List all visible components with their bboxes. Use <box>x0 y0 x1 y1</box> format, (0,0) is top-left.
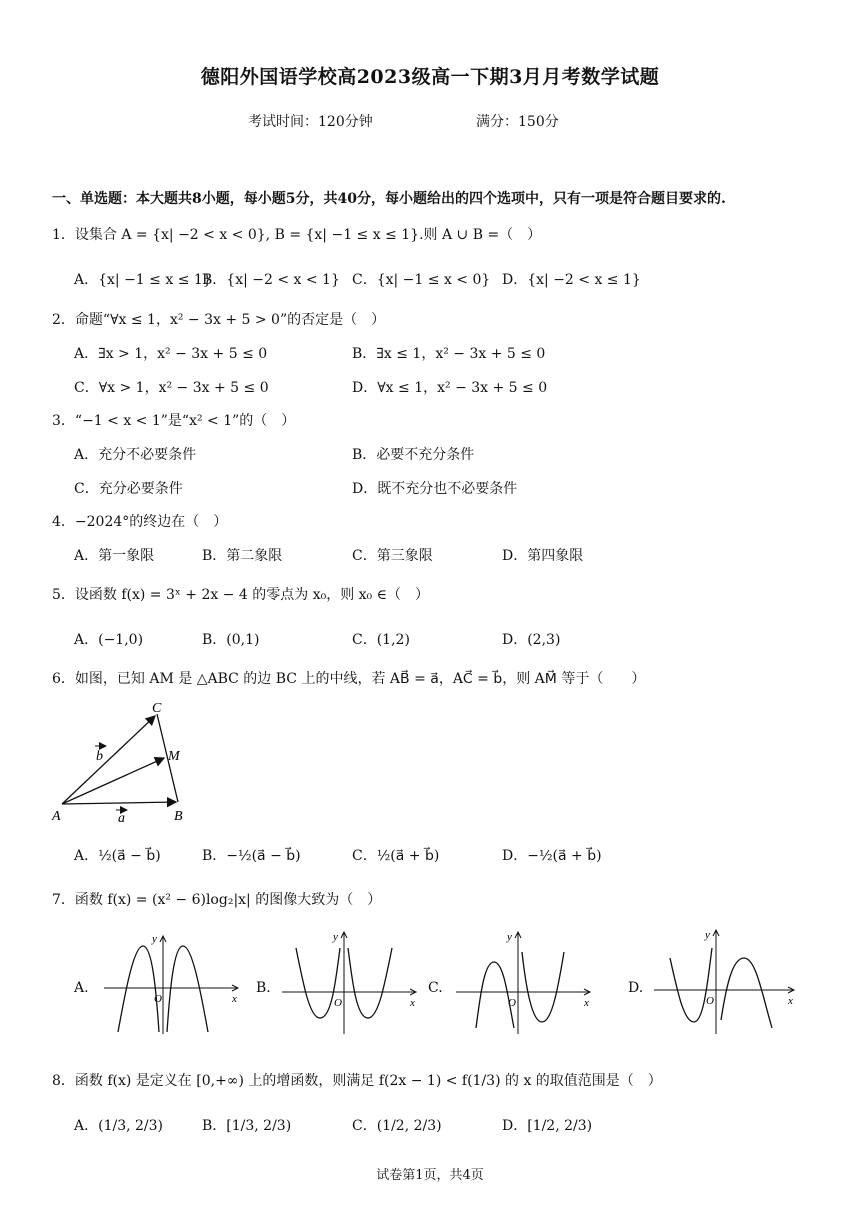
label-vec-a: a <box>118 811 125 826</box>
question-2-option-a: A．∃x > 1，x² − 3x + 5 ≤ 0 <box>74 346 268 362</box>
question-3-stem: 3．“−1 < x < 1”是“x² < 1”的（ ） <box>52 413 296 429</box>
label-a: A <box>52 809 61 824</box>
graph-option-d <box>648 928 798 1040</box>
graph-a-curve-right <box>167 946 208 1032</box>
question-8-option-c: C．(1/2, 2/3) <box>352 1118 442 1134</box>
question-6-option-c: C．½(a⃗ + b⃗) <box>352 848 440 864</box>
label-vec-b: b <box>96 749 103 764</box>
question-6-option-a: A．½(a⃗ − b⃗) <box>74 848 161 864</box>
question-5-stem: 5．设函数 f(x) = 3ˣ + 2x − 4 的零点为 x₀，则 x₀ ∈（ ） <box>52 587 429 603</box>
vector-ac <box>62 716 155 804</box>
graph-option-b <box>274 928 424 1040</box>
question-4-stem: 4．−2024°的终边在（ ） <box>52 514 228 530</box>
question-4-option-a: A．第一象限 <box>74 548 155 564</box>
graph-a-x-label: x <box>232 993 237 1005</box>
question-3-option-b: B．必要不充分条件 <box>352 447 475 463</box>
question-6-stem: 6．如图，已知 AM 是 △ABC 的边 BC 上的中线，若 AB⃗ = a⃗，AC⃗ = b⃗，则 AM⃗ 等于（ ） <box>52 671 646 687</box>
question-7-option-a: A. <box>74 980 89 996</box>
exam-title: 德阳外国语学校高2023级高一下期3月月考数学试题 <box>200 66 660 88</box>
page-footer: 试卷第1页，共4页 <box>376 1168 484 1183</box>
question-1-option-b: B．{x| −2 < x < 1} <box>202 272 340 288</box>
label-m: M <box>168 749 180 764</box>
question-4-option-d: D．第四象限 <box>502 548 584 564</box>
graph-option-c <box>448 928 598 1040</box>
label-c: C <box>152 701 162 716</box>
vector-am <box>62 758 164 804</box>
question-5-option-a: A．(−1,0) <box>74 632 144 648</box>
question-4-option-b: B．第二象限 <box>202 548 283 564</box>
question-8-stem: 8．函数 f(x) 是定义在 [0,+∞) 上的增函数，则满足 f(2x − 1) < f(1/3) 的 x 的取值范围是（ ） <box>52 1073 662 1089</box>
graph-d-curve-left <box>670 948 712 1022</box>
question-1-stem: 1．设集合 A = {x| −2 < x < 0}, B = {x| −1 ≤ x ≤ 1}.则 A ∪ B =（ ） <box>52 227 542 243</box>
graph-c-curve-left <box>476 962 514 1028</box>
question-5-option-b: B．(0,1) <box>202 632 260 648</box>
question-2-option-c: C．∀x > 1，x² − 3x + 5 ≤ 0 <box>74 380 269 396</box>
graph-a-y-label: y <box>152 933 157 945</box>
graph-option-a <box>96 928 246 1040</box>
question-4-option-c: C．第三象限 <box>352 548 433 564</box>
question-2-stem: 2．命题“∀x ≤ 1，x² − 3x + 5 > 0”的否定是（ ） <box>52 312 386 328</box>
question-6-option-b: B．−½(a⃗ − b⃗) <box>202 848 301 864</box>
graph-c-y-label: y <box>507 931 512 943</box>
triangle-figure <box>44 696 204 828</box>
graph-b-x-label: x <box>410 997 415 1009</box>
graph-d-origin: O <box>706 995 714 1007</box>
vector-ab <box>62 802 176 804</box>
graph-a-curve-left <box>118 946 159 1032</box>
question-1-option-a: A．{x| −1 ≤ x ≤ 1} <box>74 272 212 288</box>
section-heading: 一、单选题：本大题共8小题，每小题5分，共40分，每小题给出的四个选项中，只有一项是符合题目要求的. <box>52 191 726 207</box>
question-2-option-b: B．∃x ≤ 1，x² − 3x + 5 ≤ 0 <box>352 346 546 362</box>
label-b: B <box>174 809 183 824</box>
graph-b-origin: O <box>334 997 342 1009</box>
exam-time: 考试时间：120分钟 <box>248 114 373 130</box>
question-3-option-c: C．充分必要条件 <box>74 481 183 497</box>
question-1-option-d: D．{x| −2 < x ≤ 1} <box>502 272 641 288</box>
graph-c-origin: O <box>508 997 516 1009</box>
question-7-option-b: B. <box>256 980 271 996</box>
graph-c-curve-right <box>522 952 564 1022</box>
graph-d-curve-right <box>721 958 772 1028</box>
question-7-option-c: C. <box>428 980 443 996</box>
graph-d-y-label: y <box>705 929 710 941</box>
graph-b-y-label: y <box>333 931 338 943</box>
question-1-option-c: C．{x| −1 ≤ x < 0} <box>352 272 491 288</box>
question-8-option-b: B．[1/3, 2/3) <box>202 1118 292 1134</box>
question-5-option-d: D．(2,3) <box>502 632 561 648</box>
question-2-option-d: D．∀x ≤ 1，x² − 3x + 5 ≤ 0 <box>352 380 548 396</box>
graph-d-x-label: x <box>788 995 793 1007</box>
question-8-option-a: A．(1/3, 2/3) <box>74 1118 163 1134</box>
question-6-option-d: D．−½(a⃗ + b⃗) <box>502 848 602 864</box>
question-3-option-a: A．充分不必要条件 <box>74 447 197 463</box>
exam-score: 满分：150分 <box>476 114 559 130</box>
graph-b-curve-right <box>348 948 392 1018</box>
question-7-option-d: D. <box>628 980 644 996</box>
question-7-stem: 7．函数 f(x) = (x² − 6)log₂|x| 的图像大致为（ ） <box>52 892 382 908</box>
graph-c-x-label: x <box>584 997 589 1009</box>
graph-a-origin: O <box>154 993 162 1005</box>
question-8-option-d: D．[1/2, 2/3) <box>502 1118 593 1134</box>
question-5-option-c: C．(1,2) <box>352 632 410 648</box>
question-3-option-d: D．既不充分也不必要条件 <box>352 481 518 497</box>
